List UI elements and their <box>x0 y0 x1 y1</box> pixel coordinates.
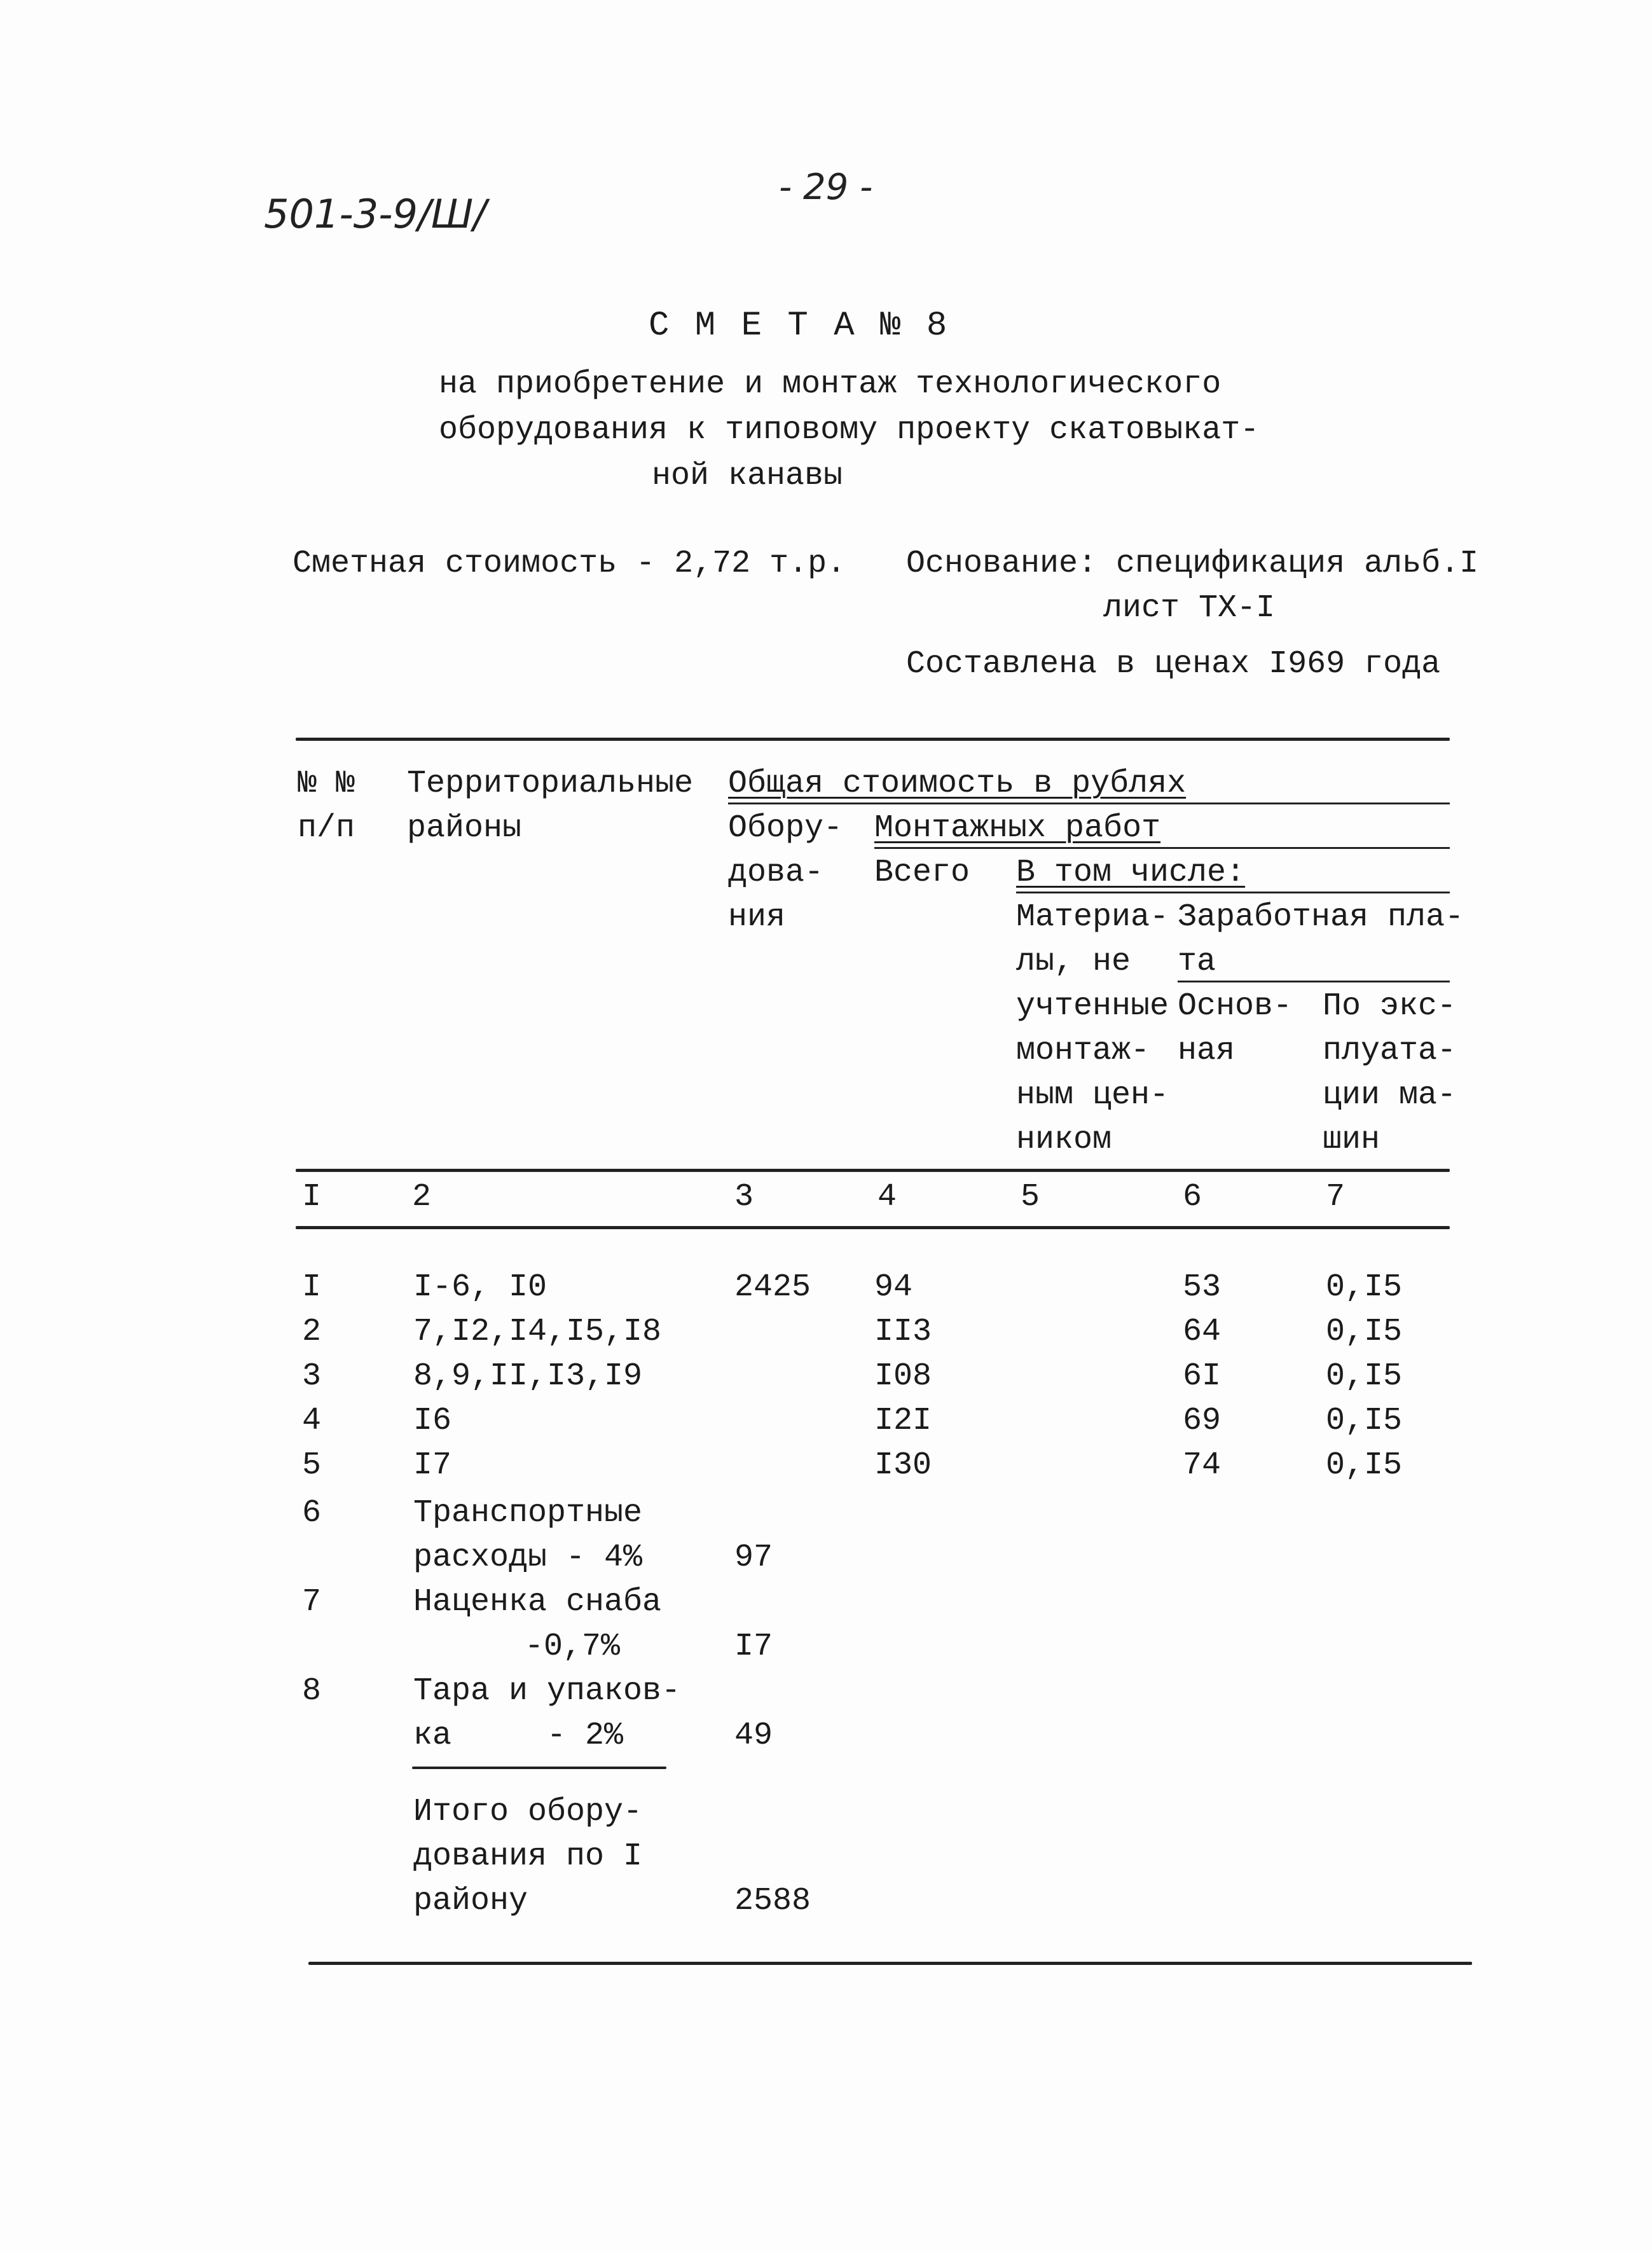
document-title: С М Е Т А № 8 <box>649 307 950 345</box>
header-materials-line-6: ником <box>1016 1122 1112 1158</box>
table-row-equipment: 97 <box>734 1540 773 1576</box>
table-row-district: -0,7% <box>525 1629 621 1665</box>
column-number: 6 <box>1183 1179 1202 1215</box>
subtitle-line-1: на приобретение и монтаж технологического <box>439 366 1222 403</box>
column-number: I <box>302 1179 322 1215</box>
header-basic-line-1: Основ- <box>1178 988 1293 1024</box>
table-row-district: Транспортные <box>413 1495 643 1531</box>
table-row-total: I2I <box>874 1403 932 1439</box>
header-materials-line-2: лы, не <box>1016 944 1131 980</box>
table-row-total: 94 <box>874 1269 913 1306</box>
column-number: 5 <box>1021 1179 1040 1215</box>
table-row-basic: 74 <box>1183 1447 1222 1484</box>
table-row-number: 6 <box>302 1495 322 1531</box>
table-row-basic: 69 <box>1183 1403 1222 1439</box>
table-row-basic: 64 <box>1183 1314 1222 1350</box>
column-number: 2 <box>412 1179 432 1215</box>
header-equipment-line-1: Обору- <box>728 810 843 846</box>
header-bottom-rule <box>296 1169 1450 1172</box>
table-row-district: Наценка снаба <box>413 1584 662 1620</box>
table-row-number: 3 <box>302 1358 322 1395</box>
table-row-total: I30 <box>874 1447 932 1484</box>
estimated-cost: Сметная стоимость - 2,72 т.р. <box>293 546 846 582</box>
header-number-line-1: № № <box>298 766 355 802</box>
header-basic-line-2: ная <box>1178 1033 1236 1069</box>
table-row-number: 7 <box>302 1584 322 1620</box>
wages-rule <box>1178 981 1450 982</box>
page-number: - 29 - <box>779 167 873 208</box>
header-wages-line-2: та <box>1178 944 1216 980</box>
table-row-total: I08 <box>874 1358 932 1395</box>
table-row-district: 8,9,II,I3,I9 <box>413 1358 643 1395</box>
total-cost-rule <box>728 803 1450 804</box>
table-row-district: расходы - 4% <box>413 1540 643 1576</box>
table-row-equipment: I7 <box>734 1629 773 1665</box>
header-including: В том числе: <box>1016 855 1246 891</box>
table-row-basic: 6I <box>1183 1358 1222 1395</box>
header-districts-line-2: районы <box>407 810 522 846</box>
document-code: 501-3-9/Ш/ <box>264 191 487 237</box>
table-row-machines: 0,I5 <box>1326 1314 1403 1350</box>
header-wages-line-1: Заработная пла- <box>1178 899 1464 935</box>
table-bottom-rule <box>308 1962 1472 1965</box>
summary-label-line-3: району <box>413 1883 528 1919</box>
including-rule <box>1016 892 1450 893</box>
subtitle-line-2: оборудования к типовому проекту скатовыкат- <box>439 412 1260 448</box>
prices-note: Составлена в ценах I969 года <box>906 646 1441 682</box>
table-row-district: 7,I2,I4,I5,I8 <box>413 1314 662 1350</box>
table-row-district: ка - 2% <box>413 1718 624 1754</box>
header-total-cost: Общая стоимость в рублях <box>728 766 1187 802</box>
table-row-number: I <box>302 1269 322 1306</box>
table-row-number: 2 <box>302 1314 322 1350</box>
header-materials-line-4: монтаж- <box>1016 1033 1150 1069</box>
table-row-machines: 0,I5 <box>1326 1269 1403 1306</box>
table-row-total: II3 <box>874 1314 932 1350</box>
column-number: 4 <box>878 1179 897 1215</box>
column-numbers-rule <box>296 1226 1450 1229</box>
subtotal-rule <box>412 1767 666 1769</box>
summary-label-line-2: дования по I <box>413 1838 643 1875</box>
column-number: 3 <box>734 1179 754 1215</box>
header-districts-line-1: Территориальные <box>407 766 694 802</box>
basis-line-1: Основание: спецификация альб.I <box>906 546 1479 582</box>
table-row-equipment: 49 <box>734 1718 773 1754</box>
header-materials-line-3: учтенные <box>1016 988 1169 1024</box>
table-row-machines: 0,I5 <box>1326 1447 1403 1484</box>
header-machines-line-3: ции ма- <box>1323 1077 1457 1113</box>
table-row-district: Тара и упаков- <box>413 1673 681 1709</box>
table-row-number: 5 <box>302 1447 322 1484</box>
table-row-number: 8 <box>302 1673 322 1709</box>
summary-label-line-1: Итого обору- <box>413 1794 643 1830</box>
header-machines-line-1: По экс- <box>1323 988 1457 1024</box>
header-number-line-2: п/п <box>298 810 355 846</box>
table-row-machines: 0,I5 <box>1326 1403 1403 1439</box>
basis-line-2: лист ТХ-I <box>1103 590 1276 626</box>
column-number: 7 <box>1326 1179 1346 1215</box>
subtitle-line-3: ной канавы <box>652 458 843 494</box>
header-equipment-line-2: дова- <box>728 855 824 891</box>
header-total: Всего <box>874 855 970 891</box>
header-equipment-line-3: ния <box>728 899 786 935</box>
table-row-equipment: 2425 <box>734 1269 811 1306</box>
header-materials-line-1: Материа- <box>1016 899 1169 935</box>
header-machines-line-4: шин <box>1323 1122 1380 1158</box>
table-row-number: 4 <box>302 1403 322 1439</box>
table-row-machines: 0,I5 <box>1326 1358 1403 1395</box>
table-row-district: I6 <box>413 1403 452 1439</box>
installation-rule <box>874 847 1450 849</box>
summary-equipment-total: 2588 <box>734 1883 811 1919</box>
header-materials-line-5: ным цен- <box>1016 1077 1169 1113</box>
table-top-rule <box>296 738 1450 741</box>
table-row-district: I7 <box>413 1447 452 1484</box>
header-installation: Монтажных работ <box>874 810 1161 846</box>
table-row-basic: 53 <box>1183 1269 1222 1306</box>
header-machines-line-2: плуата- <box>1323 1033 1457 1069</box>
table-row-district: I-6, I0 <box>413 1269 547 1306</box>
